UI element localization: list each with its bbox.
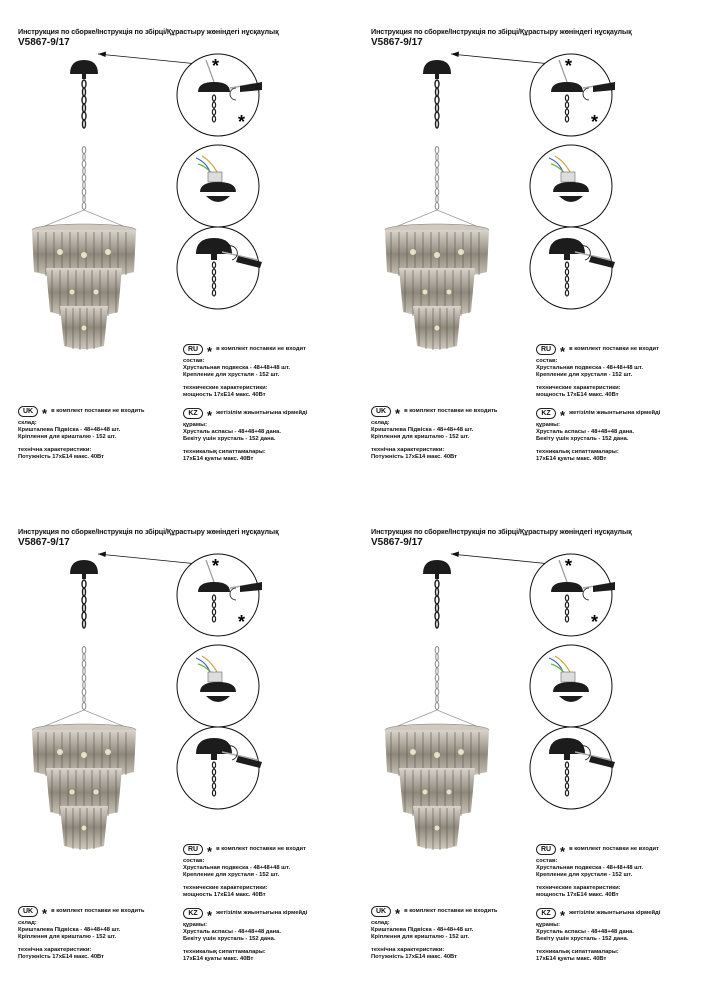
asterisk-icon: * (560, 407, 566, 423)
contents-line: Кришталева Підвіска - 48+48+48 шт. (18, 427, 121, 434)
asterisk-icon: * (238, 612, 246, 632)
section-uk (18, 906, 144, 961)
asterisk-icon: * (565, 56, 573, 76)
contents-line: Кришталева Підвіска - 48+48+48 шт. (371, 427, 474, 434)
asterisk-icon: * (591, 112, 599, 132)
contents-line: Крепление для хрусталя - 152 шт. (183, 872, 280, 879)
contents-label: құрамы: (183, 922, 208, 928)
section-uk (371, 906, 497, 961)
language-badge: UK (18, 406, 38, 417)
asterisk-icon: * (42, 905, 48, 921)
contents-line: Хрустальная подвеска - 48+48+48 шт. (183, 865, 290, 872)
asterisk-icon: * (212, 556, 220, 576)
contents-line: Крепление для хрусталя - 152 шт. (183, 372, 280, 379)
specs-line: 17xE14 қуаты макс. 40Вт (536, 455, 607, 462)
language-badge: KZ (183, 408, 203, 419)
contents-line: Бекіту үшін хрусталь - 152 дана. (183, 436, 276, 443)
section-ru (536, 844, 659, 899)
asterisk-icon: * (207, 843, 213, 859)
asterisk-icon: * (560, 343, 566, 359)
specs-label: технічна характеристики: (371, 946, 445, 953)
wire-connector-icon (208, 672, 222, 682)
step-1-circle (530, 54, 615, 136)
specs-line: 17xE14 қуаты макс. 40Вт (183, 955, 254, 962)
specs-label: техникалық сипаттамалары: (183, 448, 266, 455)
specs-label: технические характеристики: (536, 384, 621, 391)
note: в комплект поставки не входит (216, 345, 306, 352)
specs-label: технические характеристики: (536, 884, 621, 891)
specs-line: Потужність 17xE14 макс. 40Вт (18, 453, 104, 460)
contents-line: Хрустальная подвеска - 48+48+48 шт. (536, 365, 643, 372)
contents-line: Бекіту үшін хрусталь - 152 дана. (183, 936, 276, 943)
step-1-circle (177, 554, 262, 636)
contents-label: склад: (371, 920, 390, 926)
section-ru (183, 844, 306, 899)
model-number: V5867-9/17 (371, 37, 423, 48)
specs-line: 17xE14 қуаты макс. 40Вт (536, 955, 607, 962)
asterisk-icon: * (207, 343, 213, 359)
contents-line: Кріплення для кришталю - 152 шт. (371, 934, 470, 941)
step-3-circle (530, 727, 615, 809)
specs-line: Потужність 17xE14 макс. 40Вт (18, 953, 104, 960)
section-kz (536, 408, 660, 463)
instruction-sheet (0, 0, 353, 500)
model-number: V5867-9/17 (371, 537, 423, 548)
specs-line: Потужність 17xE14 макс. 40Вт (371, 953, 457, 960)
specs-label: технические характеристики: (183, 384, 268, 391)
contents-label: құрамы: (183, 422, 208, 428)
asterisk-icon: * (212, 56, 220, 76)
language-badge: UK (18, 906, 38, 917)
contents-label: склад: (18, 920, 37, 926)
step-3-circle (177, 727, 262, 809)
note: жетізілім жиынтығына кірмейді (569, 409, 661, 416)
specs-line: мощность 17xE14 макс. 40Вт (536, 391, 619, 398)
note: в комплект поставки не входит (569, 345, 659, 352)
note: в комплект поставки не входит (569, 845, 659, 852)
step-3-circle (530, 227, 615, 309)
step-2-circle (177, 645, 259, 727)
language-badge: RU (536, 344, 556, 355)
language-badge: KZ (183, 908, 203, 919)
section-uk (18, 406, 144, 461)
asterisk-icon: * (207, 407, 213, 423)
contents-line: Хрусталь аспасы - 48+48+48 дана. (536, 429, 635, 436)
contents-line: Кришталева Підвіска - 48+48+48 шт. (371, 927, 474, 934)
asterisk-icon: * (395, 905, 401, 921)
language-badge: UK (371, 906, 391, 917)
specs-line: Потужність 17xE14 макс. 40Вт (371, 453, 457, 460)
contents-line: Крепление для хрусталя - 152 шт. (536, 372, 633, 379)
step-1-circle (530, 554, 615, 636)
specs-line: мощность 17xE14 макс. 40Вт (183, 891, 266, 898)
sheet-title: Инструкция по сборке/Інструкція по збірці/Құрастыру жөніндегі нұсқаулық (371, 27, 632, 36)
language-badge: KZ (536, 908, 556, 919)
note: жетізілім жиынтығына кірмейді (569, 909, 661, 916)
note: в комплект поставки не входить (404, 907, 498, 914)
language-badge: RU (183, 344, 203, 355)
asterisk-icon: * (560, 907, 566, 923)
specs-label: технические характеристики: (183, 884, 268, 891)
contents-label: состав: (536, 858, 558, 864)
contents-line: Кріплення для кришталю - 152 шт. (371, 434, 470, 441)
contents-label: состав: (183, 858, 205, 864)
specs-line: 17xE14 қуаты макс. 40Вт (183, 455, 254, 462)
step-2-circle (177, 145, 259, 227)
section-kz (183, 408, 307, 463)
specs-label: технічна характеристики: (18, 946, 92, 953)
language-badge: KZ (536, 408, 556, 419)
language-badge: RU (183, 844, 203, 855)
asterisk-icon: * (395, 405, 401, 421)
note: в комплект поставки не входит (216, 845, 306, 852)
contents-label: склад: (371, 420, 390, 426)
step-2-circle (530, 145, 612, 227)
note: в комплект поставки не входить (51, 907, 145, 914)
asterisk-icon: * (42, 405, 48, 421)
specs-label: техникалық сипаттамалары: (536, 948, 619, 955)
note: жетізілім жиынтығына кірмейді (216, 909, 308, 916)
step-3-circle (177, 227, 262, 309)
contents-line: Бекіту үшін хрусталь - 152 дана. (536, 436, 629, 443)
section-kz (536, 908, 660, 963)
instruction-sheet (353, 0, 706, 500)
wire-connector-icon (561, 172, 575, 182)
sheet-title: Инструкция по сборке/Інструкція по збірці/Құрастыру жөніндегі нұсқаулық (18, 27, 279, 36)
language-badge: UK (371, 406, 391, 417)
note: в комплект поставки не входить (404, 407, 498, 414)
specs-label: технічна характеристики: (18, 446, 92, 453)
asterisk-icon: * (207, 907, 213, 923)
note: жетізілім жиынтығына кірмейді (216, 409, 308, 416)
specs-label: технічна характеристики: (371, 446, 445, 453)
asterisk-icon: * (238, 112, 246, 132)
section-kz (183, 908, 307, 963)
asterisk-icon: * (560, 843, 566, 859)
instruction-sheet (353, 500, 706, 1000)
model-number: V5867-9/17 (18, 37, 70, 48)
wire-connector-icon (208, 172, 222, 182)
contents-line: Кришталева Підвіска - 48+48+48 шт. (18, 927, 121, 934)
wire-connector-icon (561, 672, 575, 682)
section-uk (371, 406, 497, 461)
sheet-title: Инструкция по сборке/Інструкція по збірці/Құрастыру жөніндегі нұсқаулық (371, 527, 632, 536)
section-ru (536, 344, 659, 399)
contents-line: Кріплення для кришталю - 152 шт. (18, 434, 117, 441)
contents-line: Хрустальная подвеска - 48+48+48 шт. (183, 365, 290, 372)
instruction-sheet (0, 500, 353, 1000)
asterisk-icon: * (565, 556, 573, 576)
contents-line: Хрусталь аспасы - 48+48+48 дана. (536, 929, 635, 936)
contents-label: состав: (536, 358, 558, 364)
sheet-title: Инструкция по сборке/Інструкція по збірці/Құрастыру жөніндегі нұсқаулық (18, 527, 279, 536)
specs-line: мощность 17xE14 макс. 40Вт (536, 891, 619, 898)
language-badge: RU (536, 844, 556, 855)
section-ru (183, 344, 306, 399)
contents-line: Хрусталь аспасы - 48+48+48 дана. (183, 929, 282, 936)
contents-line: Хрусталь аспасы - 48+48+48 дана. (183, 429, 282, 436)
contents-line: Крепление для хрусталя - 152 шт. (536, 872, 633, 879)
contents-label: состав: (183, 358, 205, 364)
specs-line: мощность 17xE14 макс. 40Вт (183, 391, 266, 398)
contents-label: құрамы: (536, 922, 561, 928)
step-2-circle (530, 645, 612, 727)
contents-line: Хрустальная подвеска - 48+48+48 шт. (536, 865, 643, 872)
step-1-circle (177, 54, 262, 136)
contents-line: Кріплення для кришталю - 152 шт. (18, 934, 117, 941)
asterisk-icon: * (591, 612, 599, 632)
contents-line: Бекіту үшін хрусталь - 152 дана. (536, 936, 629, 943)
note: в комплект поставки не входить (51, 407, 145, 414)
contents-label: құрамы: (536, 422, 561, 428)
specs-label: техникалық сипаттамалары: (183, 948, 266, 955)
contents-label: склад: (18, 420, 37, 426)
model-number: V5867-9/17 (18, 537, 70, 548)
specs-label: техникалық сипаттамалары: (536, 448, 619, 455)
